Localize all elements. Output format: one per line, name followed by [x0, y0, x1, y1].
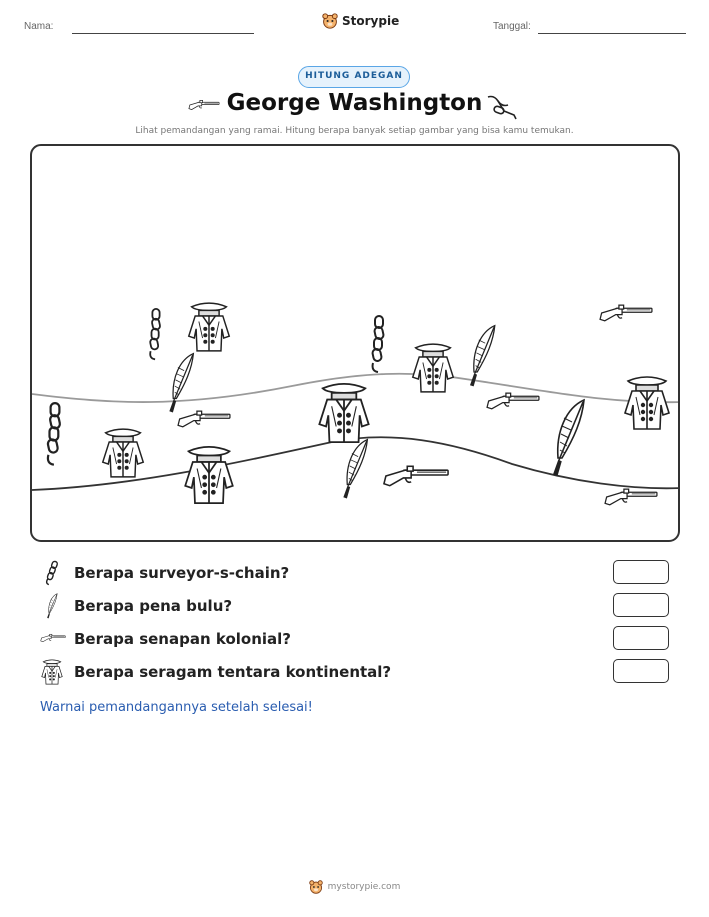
name-label: Nama:	[24, 21, 54, 32]
quill-icon	[328, 438, 382, 500]
uniform-icon	[40, 659, 64, 685]
chain-icon	[486, 93, 518, 121]
question-row-chain	[40, 560, 670, 586]
uniform-icon	[186, 300, 232, 354]
question-row-quill	[40, 593, 670, 619]
musket-icon	[484, 390, 542, 412]
footer	[0, 880, 709, 894]
quill-icon	[162, 352, 200, 414]
chain-icon	[369, 308, 389, 382]
question-row-uniform	[40, 659, 670, 685]
musket-icon	[598, 302, 654, 324]
uniform-icon	[100, 426, 146, 480]
footer-url[interactable]: mystorypie.com	[327, 882, 401, 892]
activity-badge: HITUNG ADEGAN	[298, 66, 410, 88]
name-line[interactable]	[72, 33, 254, 34]
date-label: Tanggal:	[493, 21, 531, 32]
uniform-icon	[316, 380, 372, 446]
answer-box[interactable]	[613, 593, 669, 617]
musket-icon	[176, 408, 232, 430]
question-text: Berapa seragam tentara kontinental?	[74, 663, 392, 681]
quill-icon	[532, 398, 604, 478]
storypie-logo	[322, 13, 399, 29]
chain-icon	[40, 560, 64, 586]
instructions: Lihat pemandangan yang ramai. Hitung berapa banyak setiap gambar yang bisa kamu temukan.	[135, 126, 574, 136]
musket-icon	[40, 632, 66, 644]
question-text: Berapa pena bulu?	[74, 597, 233, 615]
chain-icon	[44, 400, 66, 470]
quill-icon	[460, 324, 504, 388]
question-row-musket	[40, 626, 670, 652]
brand-name: Storypie	[342, 14, 400, 28]
answer-box[interactable]	[613, 659, 669, 683]
musket-icon	[382, 462, 450, 490]
uniform-icon	[622, 374, 672, 432]
date-line[interactable]	[538, 33, 686, 34]
page-title: George Washington	[226, 90, 483, 116]
scene-panel	[30, 144, 680, 542]
uniform-icon	[410, 342, 456, 394]
question-text: Berapa surveyor-s-chain?	[74, 564, 290, 582]
musket-icon	[602, 486, 660, 508]
answer-box[interactable]	[613, 626, 669, 650]
quill-icon	[40, 593, 64, 619]
mascot-icon	[309, 880, 323, 894]
question-text: Berapa senapan kolonial?	[74, 630, 291, 648]
coloring-instruction: Warnai pemandangannya setelah selesai!	[40, 700, 313, 715]
answer-box[interactable]	[613, 560, 669, 584]
uniform-icon	[182, 444, 236, 506]
mascot-icon	[322, 13, 338, 29]
